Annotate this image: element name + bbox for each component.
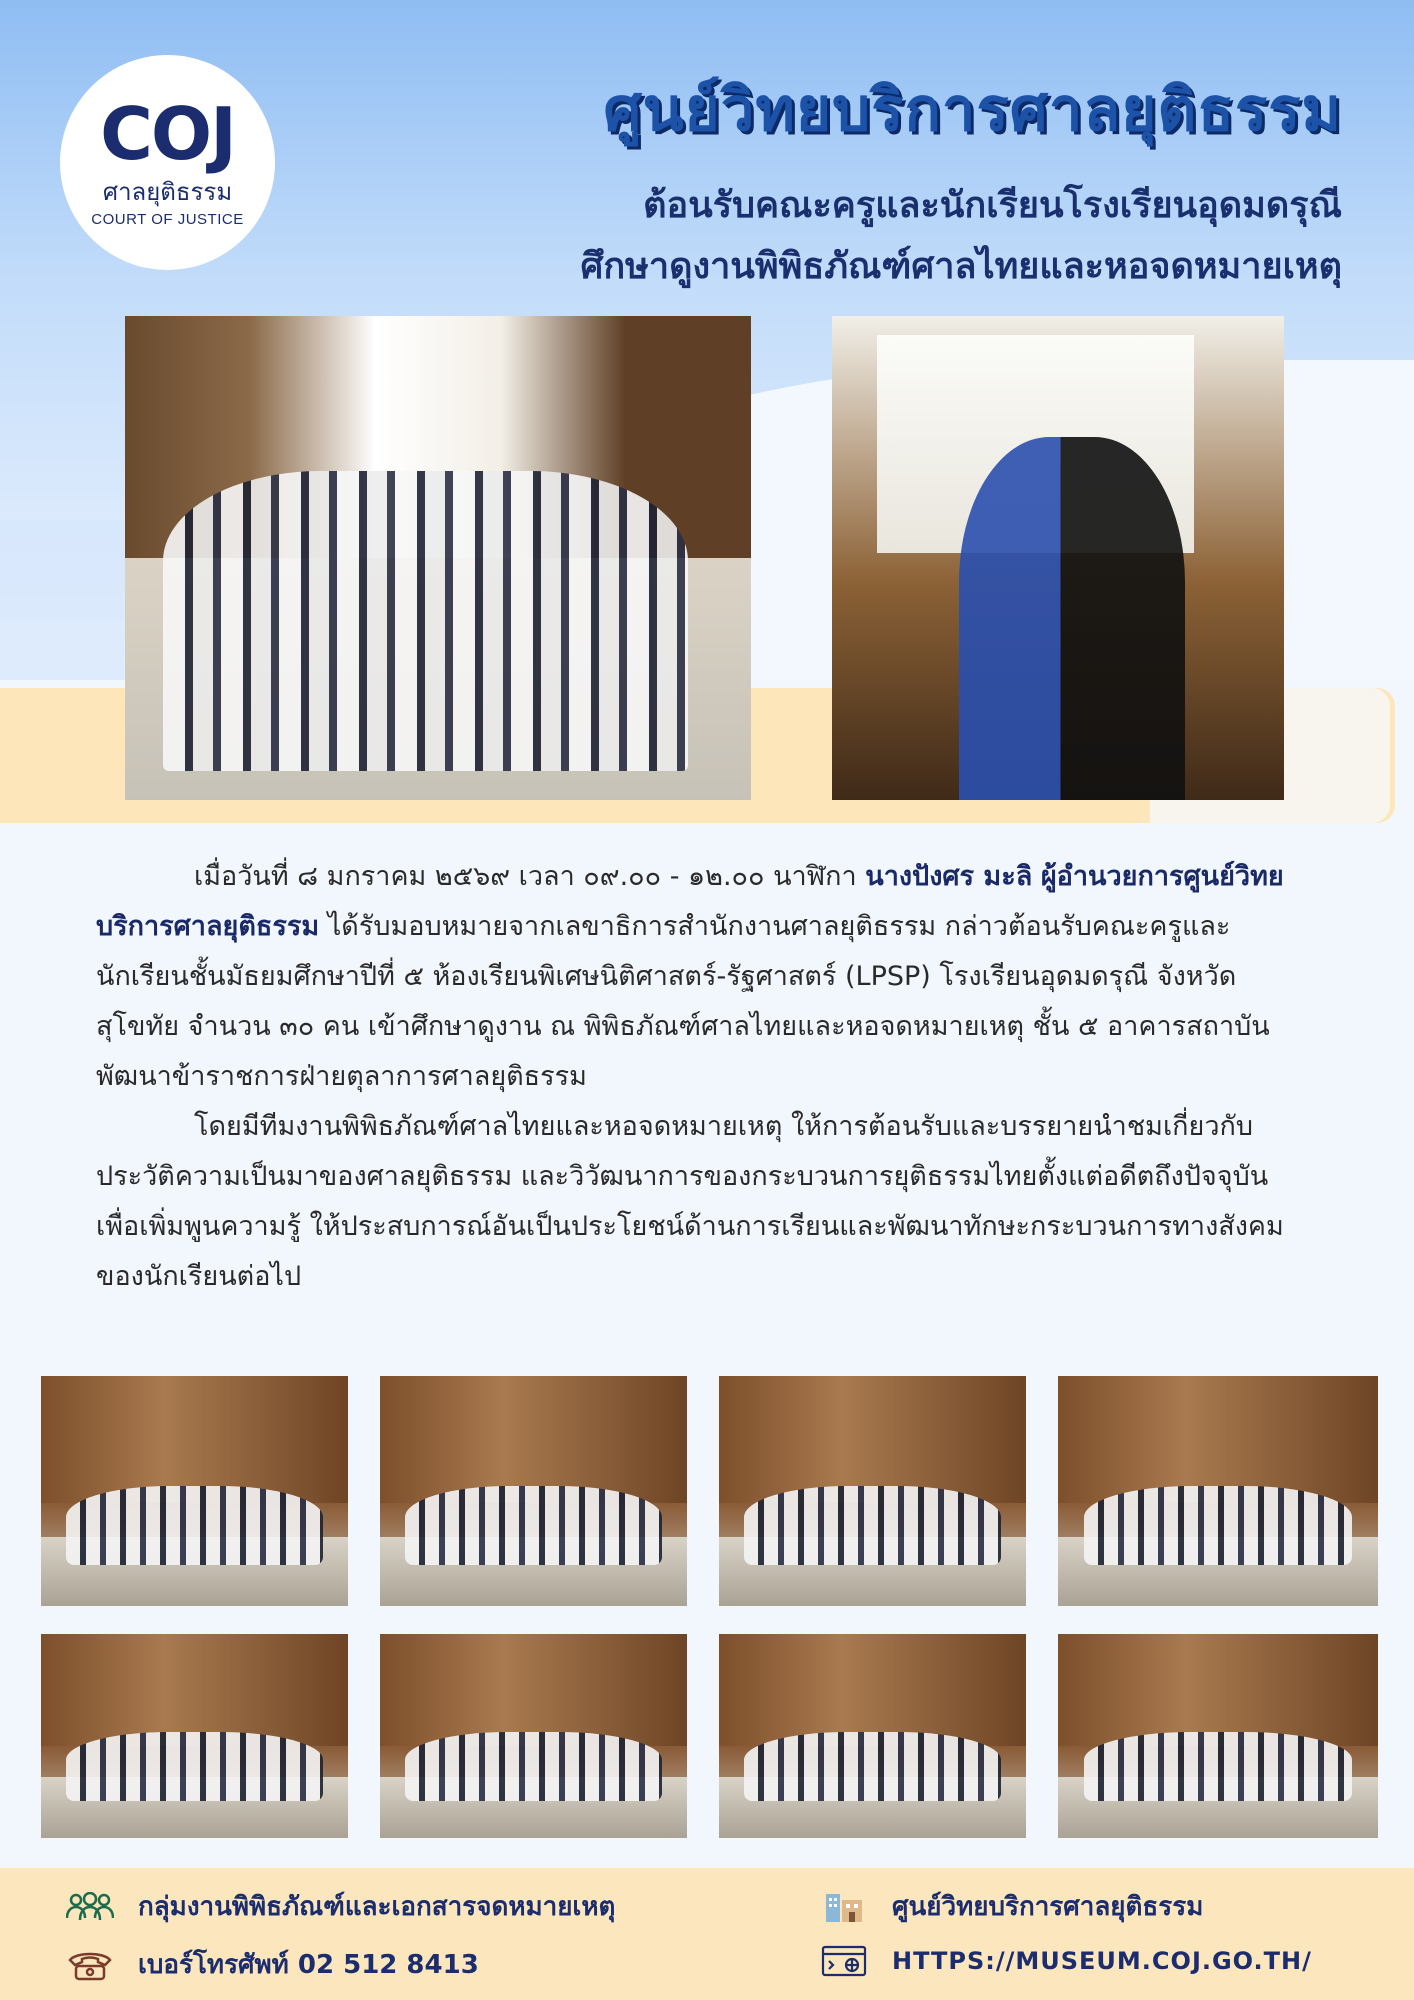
building-icon — [820, 1890, 868, 1924]
group-icon — [66, 1890, 114, 1924]
gallery-photo — [380, 1634, 687, 1838]
page-title: ศูนย์วิทยบริการศาลยุติธรรม — [603, 75, 1342, 145]
gallery-photo — [380, 1376, 687, 1606]
gallery-photo — [41, 1634, 348, 1838]
gallery-photo — [719, 1376, 1026, 1606]
telephone-icon — [66, 1948, 114, 1982]
welcome-gift-photo — [832, 316, 1284, 800]
footer-center: ศูนย์วิทยบริการศาลยุติธรรม — [820, 1886, 1203, 1927]
director-name: นางปังศร มะลิ — [865, 861, 1033, 892]
article-body — [96, 852, 1318, 1302]
website-icon — [820, 1944, 868, 1978]
subtitle-line-2: ศึกษาดูงานพิพิธภัณฑ์ศาลไทยและหอจดหมายเหตุ — [580, 246, 1342, 287]
footer-department: กลุ่มงานพิพิธภัณฑ์และเอกสารจดหมายเหตุ — [66, 1886, 615, 1927]
gallery-photo — [1058, 1376, 1378, 1606]
logo-thai-text: ศาลยุติธรรม — [102, 177, 233, 206]
gallery-photo — [1058, 1634, 1378, 1838]
paragraph-2: โดยมีทีมงานพิพิธภัณฑ์ศาลไทยและหอจดหมายเหตุ ให้การต้อนรับและบรรยายนำชมเกี่ยวกับประวัติความเป็นมาของศาลยุติธรรม และวิวัฒนาการของกระบวนการยุติธรรมไทยตั้งแต่อดีตถึงปัจจุบัน เพื่อเพิ่มพูนความรู้ ให้ประสบการณ์อันเป็นประโยชน์ด้านการเรียนและพัฒนาทักษะกระบวนการทางสังคมของนักเรียนต่อไป — [96, 1111, 1284, 1292]
group-photo — [125, 316, 751, 800]
footer-phone: เบอร์โทรศัพท์ 02 512 8413 — [66, 1944, 479, 1985]
footer-website[interactable]: HTTPS://MUSEUM.COJ.GO.TH/ — [820, 1944, 1312, 1978]
director-role: ผู้อำนวยการศูนย์วิทยบริการศาลยุติธรรม — [96, 861, 1284, 942]
subtitle-line-1: ต้อนรับคณะครูและนักเรียนโรงเรียนอุดมดรุณี — [643, 185, 1342, 226]
coj-logo — [60, 55, 275, 270]
paragraph-1: เมื่อวันที่ ๘ มกราคม ๒๕๖๙ เวลา ๐๙.๐๐ - ๑๒.๐๐ นาฬิกา นางปังศร มะลิ ผู้อำนวยการศูนย์วิทยบริการศาลยุติธรรม ได้รับมอบหมายจากเลขาธิการสำนักงานศาลยุติธรรม กล่าวต้อนรับคณะครูและนักเรียนชั้นมัธยมศึกษาปีที่ ๕ ห้องเรียนพิเศษนิติศาสตร์-รัฐศาสตร์ (LPSP) โรงเรียนอุดมดรุณี จังหวัดสุโขทัย จำนวน ๓๐ คน เข้าศึกษาดูงาน ณ พิพิธภัณฑ์ศาลไทยและหอจดหมายเหตุ ชั้น ๕ อาคารสถาบันพัฒนาข้าราชการฝ่ายตุลาการศาลยุติธรรม — [96, 861, 1284, 1092]
gallery-photo — [41, 1376, 348, 1606]
gallery-photo — [719, 1634, 1026, 1838]
logo-english-text: COURT OF JUSTICE — [91, 210, 244, 228]
logo-mark: COJ — [100, 91, 235, 176]
